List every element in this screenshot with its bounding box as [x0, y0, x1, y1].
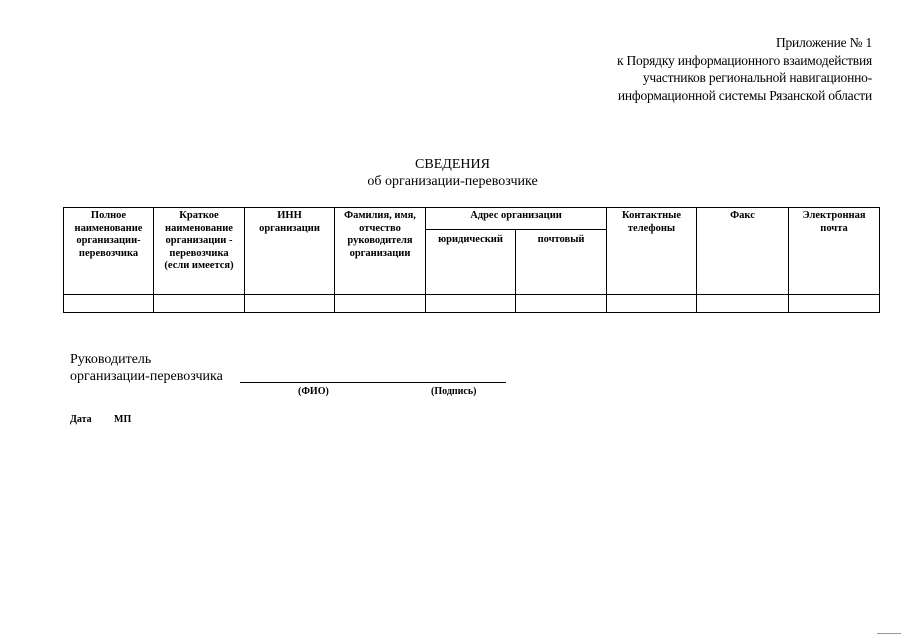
table-cell[interactable]	[516, 295, 607, 313]
header-inn: ИНН организации	[245, 208, 335, 295]
header-full-name: Полное наименование организации-перевозчика	[64, 208, 154, 295]
header-address-legal: юридический	[426, 230, 516, 295]
table-cell[interactable]	[697, 295, 789, 313]
date-label: Дата	[70, 414, 92, 425]
page-edge-mark	[877, 633, 901, 634]
signature-line[interactable]	[240, 382, 506, 383]
table-cell[interactable]	[426, 295, 516, 313]
stamp-label: МП	[114, 414, 132, 425]
table-cell[interactable]	[789, 295, 880, 313]
table-cell[interactable]	[335, 295, 426, 313]
signature-organization: организации-перевозчика	[70, 369, 223, 384]
sign-caption: (Подпись)	[431, 386, 477, 397]
appendix-header	[617, 34, 872, 104]
header-address: Адрес организации	[426, 208, 607, 230]
fio-caption: (ФИО)	[298, 386, 329, 397]
header-fax: Факс	[697, 208, 789, 295]
appendix-line: Приложение № 1	[775, 35, 872, 50]
header-email: Электронная почта	[789, 208, 880, 295]
header-address-postal: почтовый	[516, 230, 607, 295]
signature-block	[70, 351, 223, 385]
header-phones: Контактные телефоны	[607, 208, 697, 295]
signature-role: Руководитель	[70, 352, 152, 367]
carrier-info-table	[63, 207, 880, 313]
document-title: СВЕДЕНИЯ	[415, 157, 490, 172]
appendix-line: участников региональной навигационно-	[642, 70, 872, 85]
table-row	[64, 295, 880, 313]
header-short-name: Краткое наименование организации - перевозчика (если имеется)	[154, 208, 245, 295]
table-cell[interactable]	[245, 295, 335, 313]
header-head-name: Фамилия, имя, отчество руководителя организации	[335, 208, 426, 295]
appendix-line: информационной системы Рязанской области	[617, 87, 872, 103]
document-subtitle: об организации-перевозчике	[367, 174, 538, 189]
table-cell[interactable]	[64, 295, 154, 313]
table-cell[interactable]	[154, 295, 245, 313]
appendix-line: к Порядку информационного взаимодействия	[616, 52, 872, 68]
document-title-block	[0, 156, 905, 190]
table-cell[interactable]	[607, 295, 697, 313]
